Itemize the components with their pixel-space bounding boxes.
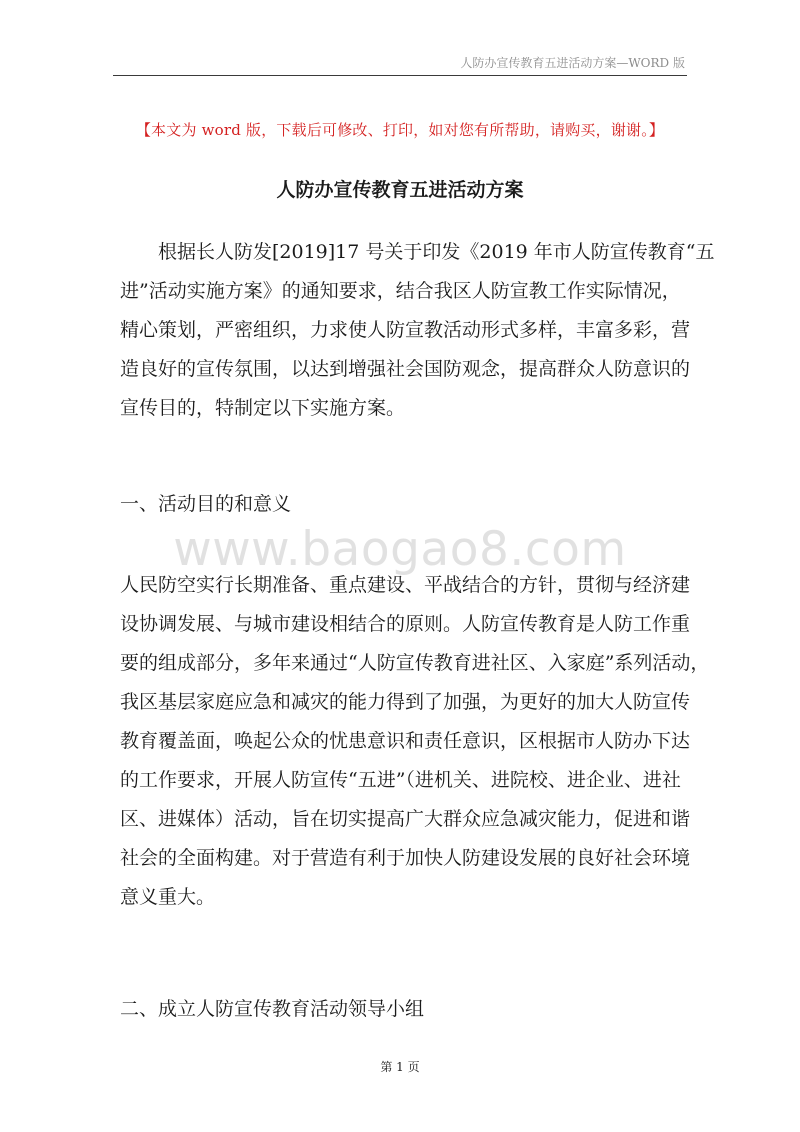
section-one-line: 意义重大。 <box>120 886 216 908</box>
intro-line: 宣传目的，特制定以下实施方案。 <box>120 397 406 419</box>
section-two-heading: 二、成立人防宣传教育活动领导小组 <box>120 998 425 1020</box>
section-one-line: 区、进媒体）活动，旨在切实提高广大群众应急减灾能力，促进和谐 <box>120 808 691 830</box>
section-one-line: 我区基层家庭应急和减灾的能力得到了加强，为更好的加大人防宣传 <box>120 691 691 713</box>
purchase-notice: 【本文为 word 版，下载后可修改、打印，如对您有所帮助，请购买，谢谢。】 <box>135 121 665 139</box>
section-one-line: 的工作要求，开展人防宣传“五进”（进机关、进院校、进企业、进社 <box>120 769 681 791</box>
section-one-line: 社会的全面构建。对于营造有利于加快人防建设发展的良好社会环境 <box>120 847 691 869</box>
intro-line: 根据长人防发[2019]17 号关于印发《2019 年市人防宣传教育“五 <box>158 241 715 263</box>
section-one-line: 教育覆盖面，唤起公众的忧患意识和责任意识，区根据市人防办下达 <box>120 730 691 752</box>
section-one-paragraph <box>120 566 710 917</box>
section-one-line: 人民防空实行长期准备、重点建设、平战结合的方针，贯彻与经济建 <box>120 574 691 596</box>
section-one-heading: 一、活动目的和意义 <box>120 493 292 515</box>
intro-paragraph <box>120 233 715 428</box>
intro-line: 造良好的宣传氛围，以达到增强社会国防观念，提高群众人防意识的 <box>120 358 691 380</box>
header-rule <box>113 75 687 76</box>
section-one-line: 要的组成部分，多年来通过“人防宣传教育进社区、入家庭”系列活动， <box>120 652 710 674</box>
watermark: www.baogao8.com <box>173 522 627 577</box>
intro-line: 进”活动实施方案》的通知要求，结合我区人防宣教工作实际情况， <box>120 280 681 302</box>
document-title: 人防办宣传教育五进活动方案 <box>276 179 524 201</box>
running-header: 人防办宣传教育五进活动方案—WORD 版 <box>460 56 685 70</box>
page-number: 第 1 页 <box>380 1060 420 1074</box>
intro-line: 精心策划，严密组织，力求使人防宣教活动形式多样，丰富多彩，营 <box>120 319 691 341</box>
section-one-line: 设协调发展、与城市建设相结合的原则。人防宣传教育是人防工作重 <box>120 613 691 635</box>
